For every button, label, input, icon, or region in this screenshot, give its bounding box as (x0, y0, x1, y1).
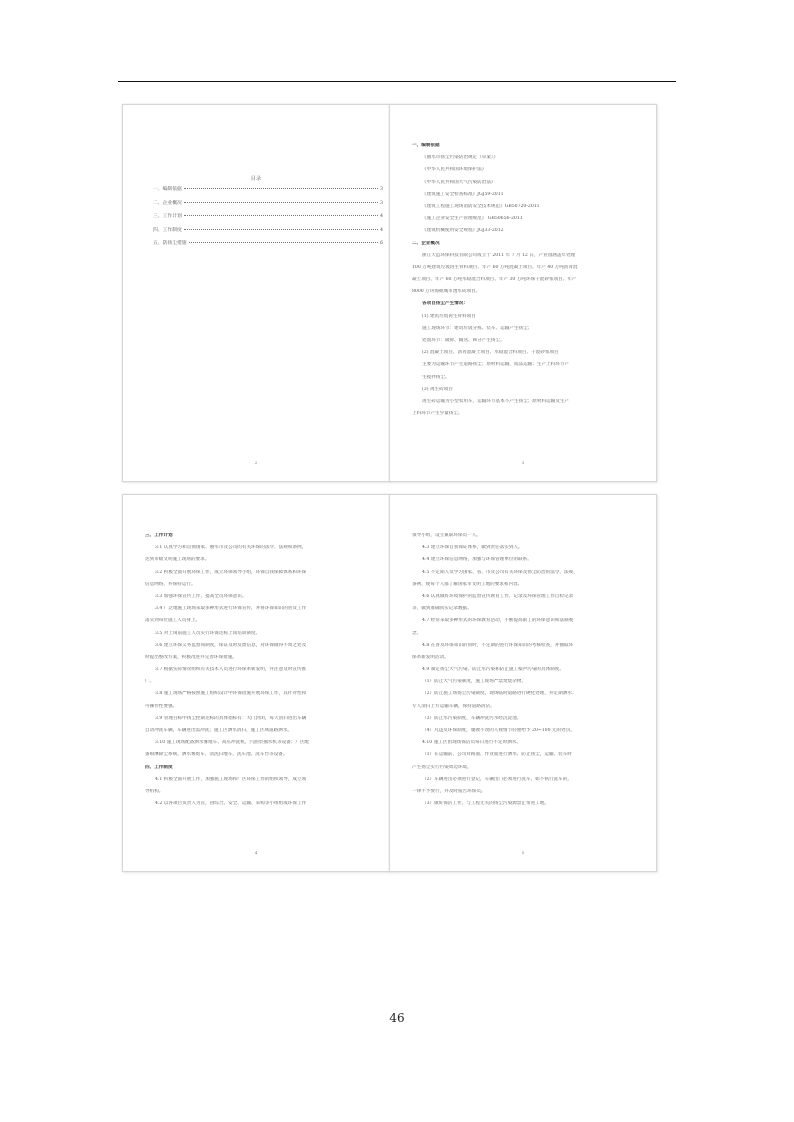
text-line: 《施工企业安全生产管理规范》 GB50656-2011 (422, 216, 523, 222)
text-line: 施工现场环节：建筑垃圾分拣、装车、运输产生扬尘； (422, 325, 533, 331)
section-heading: 三、工作计划 (145, 533, 173, 538)
toc-entry-label: 五、防扬尘措施 (153, 241, 187, 246)
toc-leader-dots (184, 215, 378, 216)
text-line: 导机构。 (145, 788, 164, 794)
toc-entry-label: 二、企业概况 (153, 200, 182, 206)
sheet-page-number: 2 (254, 460, 258, 465)
page-body (412, 143, 634, 423)
toc-entry-page: 6 (379, 241, 383, 246)
text-line: 4.1 积极全面开展工作，加强施工现场和厂区环保工作的组织领导，成立领 (155, 776, 307, 782)
toc-leader-dots (184, 188, 378, 189)
toc-entry-page: 3 (379, 200, 383, 206)
text-line: 3.1 认真学习和贯彻国家、丽水市及公司的有关环保的法令、法规和条例， (155, 545, 307, 551)
text-line: 4.3 建立环保自我保证体系，做到责任落实到人。 (422, 545, 523, 551)
text-line: 3.10 施工现场配备洒水雾炮车、高压冲洗机、汽油泵抽水机等设备；厂区配 (155, 740, 310, 746)
text-line: 处置环节：破碎、输送、筛分产生扬尘。 (422, 338, 505, 343)
toc-leader-dots (189, 242, 378, 243)
text-line: （1）防止大气污染制度，施工现场严禁焚烧杂物。 (422, 679, 526, 685)
toc-entry (153, 239, 383, 253)
section-heading: 四、工作制度 (145, 764, 173, 770)
text-line: 8000 万块海绵城市透水砖项目。 (412, 289, 481, 295)
text-line: （2）防止施工场扬尘污染制度，现场临时道路进行硬化处理，并定期洒水； (422, 691, 577, 697)
text-line: 上料环节产生少量扬尘。 (412, 411, 463, 417)
text-line: 浙江天造环保科技有限公司成立于 2011 年 7 月 12 日，产业园涵盖年处理 (422, 252, 576, 258)
section-heading: 各项目扬尘产生情况： (422, 301, 468, 307)
toc-entry-label: 四、工作制度 (153, 227, 182, 233)
section-heading: 二、企业概况 (412, 240, 440, 246)
text-line: （3）防止水污染制度，车辆冲洗污水经沉淀池。 (422, 715, 522, 721)
text-line: 3.3 加强环保宣传工作，提高全员环保意识。 (155, 593, 247, 599)
toc-list (153, 185, 383, 253)
toc-entry-page: 4 (379, 214, 383, 219)
text-line: 专人清扫上方运输车辆，保持道路清洁。 (412, 703, 495, 709)
text-line: (3) 再生砖项目 (422, 386, 453, 392)
toc-entry-page: 4 (379, 227, 383, 233)
text-line: 3.6 建立环保义务监督岗制度，保证及时反馈信息，对环保做得不周之处及 (155, 642, 307, 648)
text-line: 《中华人民共和国环境保护法》 (422, 167, 487, 173)
toc-entry (153, 212, 383, 226)
text-line: 时提出整改方案，积极改进并完善环保措施。 (145, 654, 237, 660)
text-line: 可操作性要强。 (145, 703, 178, 709)
text-line: 《建筑施工安全检查标准》JGJ59-2011 (422, 191, 504, 197)
text-line: 广。 (145, 679, 155, 685)
text-line: 凝土项目、年产 60 万吨水稳混合料项目、年产 30 万吨环保干混砂浆项目、年产 (412, 277, 577, 283)
text-line: 4.4 建立环保信息网络，加强与环保管理单位的联系。 (422, 557, 532, 563)
section-heading: 一、编制依据 (412, 143, 440, 148)
page-thumbnail-2 (389, 104, 657, 482)
text-line: 3.2 积极全面开展环保工作，成立环保领导小组，环保自我保障体系和环保 (155, 569, 307, 575)
text-line: 3.7 根据实际情况组织有关技术人员进行环保革新发明，并注意及时宣传推 (155, 667, 307, 673)
text-line: 《建筑机械使用安全规程》JGJ33-2012 (422, 228, 504, 234)
page-body (412, 533, 634, 813)
text-line: 产生扬尘实行污染周边环境。 (412, 764, 472, 770)
toc-entry-label: 一、编制依据 (153, 187, 182, 192)
toc-entry (153, 199, 383, 213)
text-line: 条例，使每个人都了解国家市文明工地的要求和内容。 (412, 581, 523, 587)
text-line: （1）在运输前，公司对路面、作业面进行洒水、防止扬尘，运输、装车时 (422, 752, 572, 758)
sheet-page-number: 5 (521, 850, 525, 855)
text-line: 4.6 认真做好环境保护的监督宣传教育工作，记录及环保管理工作自检记录 (422, 593, 574, 599)
toc-leader-dots (184, 229, 378, 230)
text-line: 信息网络，并保持运行。 (145, 581, 196, 587)
page-body (145, 533, 367, 813)
header-rule (118, 81, 676, 82)
text-line: 达到市级文明施工现场的要求。 (145, 557, 210, 563)
text-line: （4）凡违反环保制度，屡教不改的人视情节轻重给予 20~100 元的处罚。 (422, 728, 575, 733)
text-line: （3）做好保洁工作，与工程无关的扬尘污染源禁止带进工地。 (422, 801, 549, 807)
sheet-page-number: 4 (254, 850, 258, 855)
toc-entry (153, 185, 383, 199)
toc-entry (153, 226, 383, 240)
text-line: （2）车辆进出必须进行登记，车辆出门必须进行洗车，如不执行洗车的， (422, 776, 572, 782)
text-line: 4.7 经常采取多种形式的环保教育活动，不断提高职工的环保意识和法制观 (422, 618, 574, 624)
sheet-page-number: 3 (521, 460, 525, 465)
text-line: 落实到每位施工人员身上。 (145, 618, 201, 624)
text-line: 100 万吨建筑垃圾再生骨料项目、年产 60 万吨混凝土项目、年产 40 万吨沥青混 (412, 264, 578, 270)
text-line: 3.4 广泛地施工现场采取多种形式进行环保宣传，并将环保知识的普及工作 (155, 606, 307, 612)
page-thumbnail-3 (122, 494, 390, 872)
toc-entry-label: 三、工作计划 (153, 214, 182, 219)
text-line: 3.5 对上岗前施工人员实行环保达标上岗培训制度。 (155, 630, 261, 636)
text-line: (2) 混凝土项目、沥青混凝土项目、水稳混合料项目、干混砂浆项目 (422, 350, 559, 356)
text-line: 4.2 以各项目负责人为首，由综合、安全、运输、采购等小组组成环保工作 (155, 801, 307, 807)
text-line: 一律不予放行，并及时报告环保员。 (412, 788, 486, 794)
text-line: 《建筑工程施工现场消防安全技术规范》GB50720-2011 (422, 203, 540, 209)
text-line: 《丽水市扬尘污染防治规定（草案）》 (422, 155, 498, 161)
text-line: 保革新发明活动。 (412, 654, 449, 660)
document-page-number: 46 (389, 1011, 405, 1025)
text-line: 主要为运输环节产生道路扬尘；原材料运输，成品运输；生产上料环节产 (422, 362, 570, 368)
toc-leader-dots (184, 202, 378, 203)
text-line: 生搅拌扬尘。 (422, 374, 450, 380)
text-line: 3.8 施工现场严格按照施工组织设计中环保措施开展环保工作，其针对性和 (155, 691, 307, 697)
toc-title: 目录 (250, 176, 262, 182)
text-line: 等，做到准确真实记录数据。 (412, 606, 472, 612)
page-thumbnail-toc (122, 104, 390, 482)
text-line: 4.5 不定期人员学习国家、省、市及公司有关环保及扬尘防治的法令、法规、 (422, 569, 578, 575)
text-line: 念。 (412, 630, 422, 636)
page-thumbnail-4 (389, 494, 657, 872)
text-line: 《中华人民共和国大气污染防治法》 (422, 179, 496, 185)
toc-entry-page: 3 (379, 187, 383, 192)
text-line: 备喷淋除尘系统、洒水雾炮车、清洗扫地车、洗车池、洗车台等设备。 (145, 752, 288, 758)
text-line: 领导小组，设立兼职环保员一人。 (412, 533, 481, 538)
text-line: 4.10 施工区由现场保洁员每日进行不定时洒水。 (422, 740, 521, 746)
text-line: 4.9 制定扬尘大气污染、防止水污染和防止施工噪声污染的具体制度。 (422, 667, 564, 673)
text-line: (1) 建筑垃圾再生骨料项目 (422, 313, 476, 319)
text-line: 4.8 在普及环保知识的同时，不定期的进行环保知识的考核检查，并抽取环 (422, 642, 574, 648)
text-line: 自动冲洗车辆，车辆进出需冲洗；施工区洒水清扫，施工区域道路洒水。 (145, 728, 293, 733)
text-line: 3.9 管理目标中扬尘控制达标的具体指标有：大门封闭，每天清扫进出车辆 (155, 715, 307, 721)
text-line: 再生砖运输为小型农用车，运输环节基本不产生扬尘；原材料运输及生产 (422, 398, 570, 404)
